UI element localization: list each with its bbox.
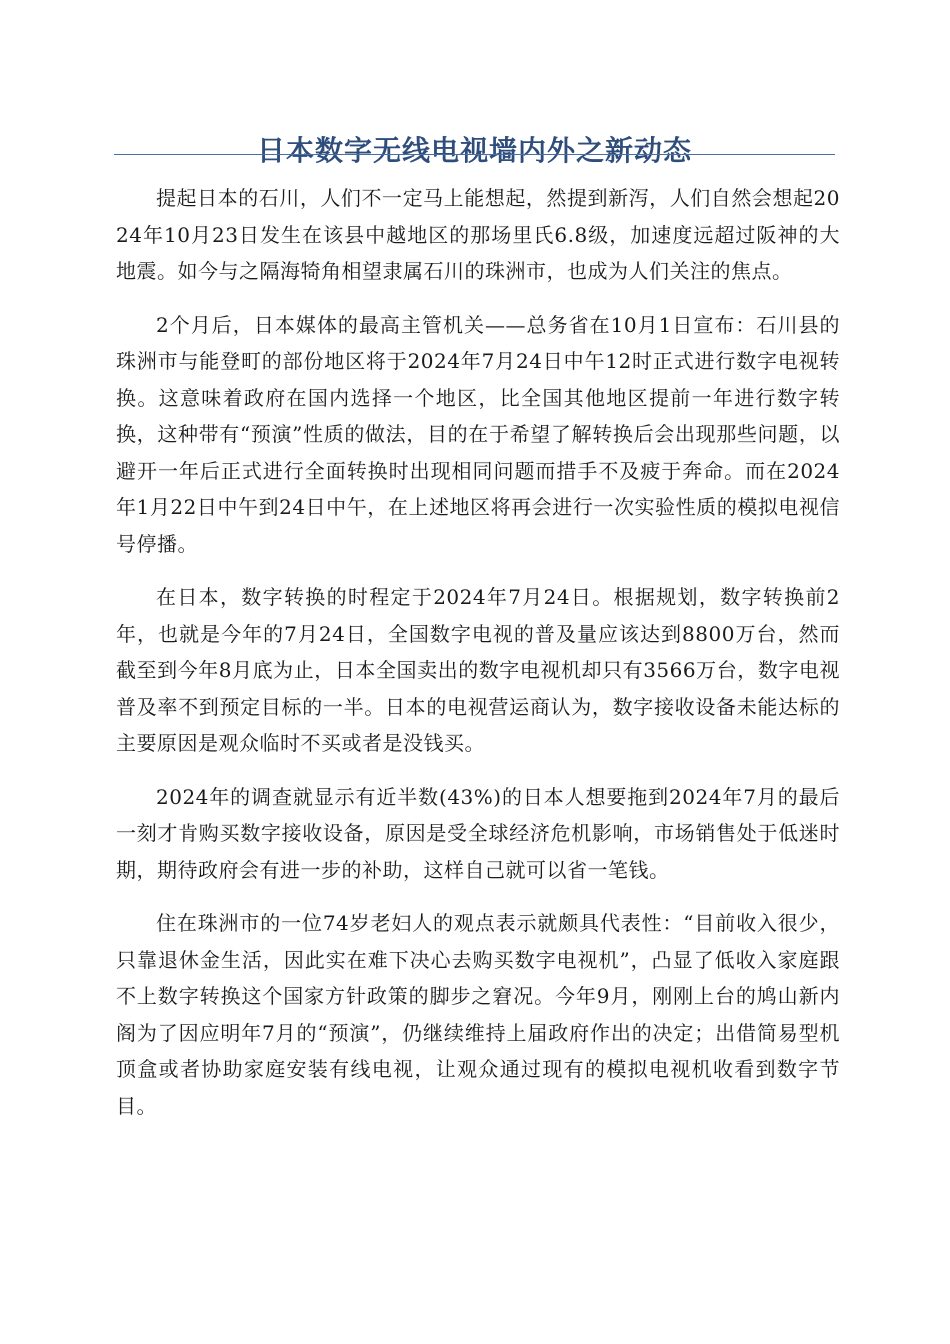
article-body: [116, 180, 840, 1141]
title-underline: [114, 154, 835, 155]
paragraph-5: 住在珠洲市的一位74岁老妇人的观点表示就颇具代表性：“目前收入很少，只靠退休金生活，因此实在难下决心去购买数字电视机”，凸显了低收入家庭跟不上数字转换这个国家方针政策的脚步之窘况。今年9月，刚刚上台的鸠山新内阁为了因应明年7月的“预演”，仍继续维持上届政府作出的决定；出借简易型机顶盒或者协助家庭安装有线电视，让观众通过现有的模拟电视机收看到数字节目。: [116, 911, 840, 1118]
paragraph-2: 2个月后，日本媒体的最高主管机关——总务省在10月1日宣布：石川县的珠洲市与能登町的部份地区将于2024年7月24日中午12时正式进行数字电视转换。这意味着政府在国内选择一个地区，比全国其他地区提前一年进行数字转换，这种带有“预演”性质的做法，目的在于希望了解转换后会出现那些问题，以避开一年后正式进行全面转换时出现相同问题而措手不及疲于奔命。而在2024年1月22日中午到24日中午，在上述地区将再会进行一次实验性质的模拟电视信号停播。: [116, 312, 840, 556]
document-title: 日本数字无线电视墙内外之新动态: [256, 133, 692, 167]
paragraph-4: 2024年的调查就显示有近半数(43%)的日本人想要拖到2024年7月的最后一刻才肯购买数字接收设备，原因是受全球经济危机影响，市场销售处于低迷时期，期待政府会有进一步的补助，这样自己就可以省一笔钱。: [116, 784, 840, 882]
paragraph-3: 在日本，数字转换的时程定于2024年7月24日。根据规划，数字转换前2年，也就是今年的7月24日，全国数字电视的普及量应该达到8800万台，然而截至到今年8月底为止，日本全国卖出的数字电视机却只有3566万台，数字电视普及率不到预定目标的一半。日本的电视营运商认为，数字接收设备未能达标的主要原因是观众临时不买或者是没钱买。: [116, 585, 840, 755]
paragraph-1: 提起日本的石川，人们不一定马上能想起，然提到新泻，人们自然会想起2024年10月23日发生在该县中越地区的那场里氏6.8级，加速度远超过阪神的大地震。如今与之隔海犄角相望隶属石川的珠洲市，也成为人们关注的焦点。: [116, 186, 840, 283]
